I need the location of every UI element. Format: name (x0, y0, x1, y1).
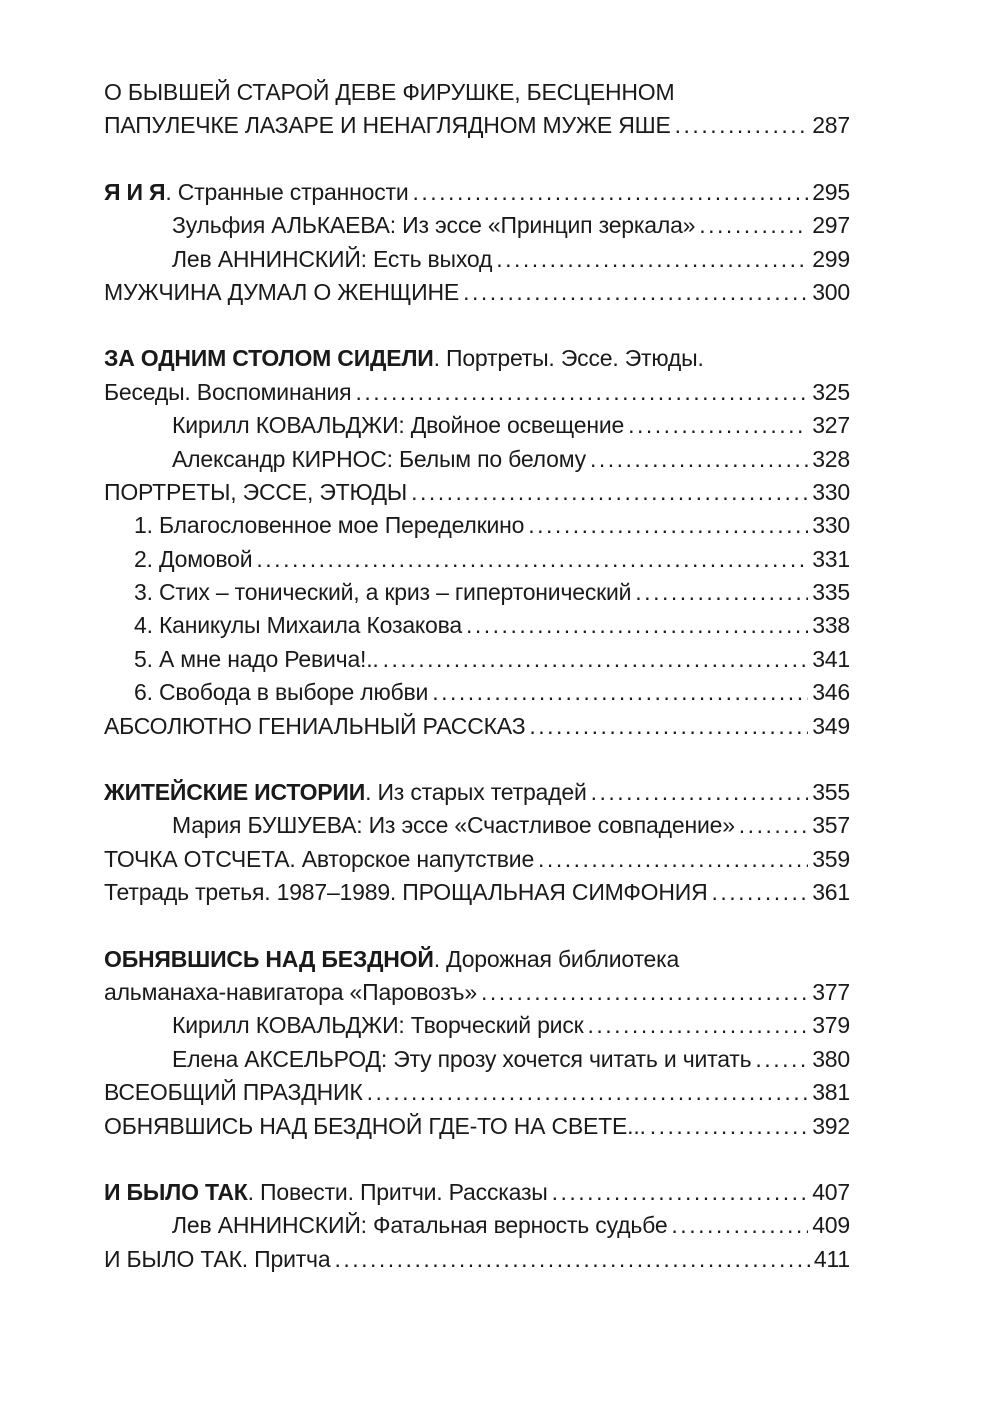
toc-entry (104, 609, 850, 642)
toc-section-heading (104, 176, 850, 209)
toc-entry (104, 1076, 850, 1109)
dot-leader (590, 443, 808, 476)
dot-leader (256, 543, 808, 576)
toc-entry (104, 76, 850, 109)
entry-title: О БЫВШЕЙ СТАРОЙ ДЕВЕ ФИРУШКЕ, БЕСЦЕННОМ (104, 79, 675, 105)
page-number: 325 (812, 378, 850, 405)
entry-title: ОБНЯВШИСЬ НАД БЕЗДНОЙ ГДЕ-ТО НА СВЕТЕ... (104, 1112, 646, 1139)
dot-leader (739, 809, 808, 842)
dot-leader (675, 109, 809, 142)
toc-entry (104, 643, 850, 676)
dot-leader (481, 976, 808, 1009)
toc-entry (104, 576, 850, 609)
entry-title: Лев АННИНСКИЙ: Фатальная верность судьбе (172, 1212, 668, 1239)
toc-entry (104, 1043, 850, 1076)
dot-leader (496, 243, 808, 276)
dot-leader (529, 710, 808, 743)
dot-leader (671, 1209, 808, 1242)
dot-leader (528, 509, 808, 542)
dot-leader (552, 1176, 809, 1209)
toc-entry (104, 843, 850, 876)
entry-title: ТОЧКА ОТСЧЕТА. Авторское напутствие (104, 845, 535, 872)
page-number: 377 (812, 978, 850, 1005)
toc-entry (104, 809, 850, 842)
entry-title: АБСОЛЮТНО ГЕНИАЛЬНЫЙ РАССКАЗ (104, 712, 526, 739)
dot-leader (755, 1043, 808, 1076)
page-number: 295 (812, 178, 850, 205)
dot-leader (635, 576, 808, 609)
section-title: ЖИТЕЙСКИЕ ИСТОРИИ (104, 779, 366, 806)
toc-section-heading (104, 776, 850, 809)
dot-leader (411, 476, 808, 509)
page-number: 355 (812, 779, 850, 806)
entry-title: Александр КИРНОС: Белым по белому (172, 445, 586, 472)
page-number: 297 (812, 212, 850, 239)
entry-title: Лев АННИНСКИЙ: Есть выход (172, 245, 493, 272)
toc-entry (104, 509, 850, 542)
toc-entry (104, 1110, 850, 1143)
entry-title: 6. Свобода в выборе любви (134, 679, 429, 706)
entry-title: И БЫЛО ТАК. Притча (104, 1245, 331, 1272)
table-of-contents (104, 76, 850, 1276)
page-number: 379 (812, 1012, 850, 1039)
toc-entry (104, 710, 850, 743)
entry-title: Елена АКСЕЛЬРОД: Эту прозу хочется читать и читать (172, 1045, 752, 1072)
toc-entry (104, 976, 850, 1009)
page-number: 380 (812, 1045, 850, 1072)
page-number: 359 (812, 845, 850, 872)
entry-title: Тетрадь третья. 1987–1989. ПРОЩАЛЬНАЯ СИМФОНИЯ (104, 879, 708, 906)
entry-title: 2. Домовой (134, 545, 253, 572)
toc-entry (104, 276, 850, 309)
dot-leader (538, 843, 808, 876)
toc-entry (104, 1243, 850, 1276)
toc-entry (104, 209, 850, 242)
entry-title: ПАПУЛЕЧКЕ ЛАЗАРЕ И НЕНАГЛЯДНОМ МУЖЕ ЯШЕ (104, 112, 671, 139)
page-number: 407 (812, 1178, 850, 1205)
entry-title: 1. Благословенное мое Переделкино (134, 512, 525, 539)
entry-title: МУЖЧИНА ДУМАЛ О ЖЕНЩИНЕ (104, 278, 460, 305)
section-title: ОБНЯВШИСЬ НАД БЕЗДНОЙ (104, 945, 434, 972)
section-subtitle: . Повести. Притчи. Рассказы (247, 1178, 548, 1205)
toc-entry (104, 1209, 850, 1242)
toc-section-heading (104, 342, 850, 375)
dot-leader (367, 1076, 809, 1109)
page-number: 392 (812, 1112, 850, 1139)
page-number: 335 (812, 579, 850, 606)
toc-entry (104, 376, 850, 409)
page-number: 299 (812, 245, 850, 272)
page-number: 330 (812, 512, 850, 539)
dot-leader (591, 776, 809, 809)
entry-title: Беседы. Воспоминания (104, 378, 352, 405)
dot-leader (334, 1243, 809, 1276)
toc-section-heading (104, 1176, 850, 1209)
page-number: 330 (812, 478, 850, 505)
toc-entry (104, 876, 850, 909)
entry-title: Зульфия АЛЬКАЕВА: Из эссе «Принцип зеркала» (172, 212, 696, 239)
toc-entry (104, 243, 850, 276)
toc-section-heading (104, 943, 850, 976)
dot-leader (699, 209, 808, 242)
section-title: Я И Я (104, 178, 166, 205)
page-number: 300 (812, 278, 850, 305)
page-number: 328 (812, 445, 850, 472)
dot-leader (355, 376, 808, 409)
section-subtitle: . Из старых тетрадей (365, 779, 587, 806)
section-title: ЗА ОДНИМ СТОЛОМ СИДЕЛИ (104, 345, 434, 372)
section-subtitle: . Дорожная библиотека (433, 945, 680, 972)
entry-title: ВСЕОБЩИЙ ПРАЗДНИК (104, 1079, 363, 1106)
toc-entry (104, 109, 850, 142)
page-number: 338 (812, 612, 850, 639)
toc-entry (104, 543, 850, 576)
toc-entry (104, 409, 850, 442)
page-number: 346 (812, 679, 850, 706)
section-subtitle: . Портреты. Эссе. Этюды. (433, 345, 704, 372)
page-number: 341 (812, 645, 850, 672)
dot-leader (463, 276, 808, 309)
toc-entry (104, 676, 850, 709)
section-title: И БЫЛО ТАК (104, 1178, 248, 1205)
dot-leader (650, 1110, 808, 1143)
toc-entry (104, 1009, 850, 1042)
entry-title: ПОРТРЕТЫ, ЭССЕ, ЭТЮДЫ (104, 478, 408, 505)
dot-leader (587, 1009, 808, 1042)
page-number: 357 (812, 812, 850, 839)
entry-title: 3. Стих – тонический, а криз – гипертонический (134, 579, 632, 606)
toc-entry (104, 476, 850, 509)
dot-leader (711, 876, 808, 909)
entry-title: альманаха-навигатора «Паровозъ» (104, 978, 477, 1005)
section-subtitle: . Странные странности (165, 178, 409, 205)
dot-leader (628, 409, 808, 442)
entry-title: 5. А мне надо Ревича!.. (134, 645, 379, 672)
dot-leader (413, 176, 809, 209)
page-number: 349 (812, 712, 850, 739)
page-number: 381 (812, 1079, 850, 1106)
page-number: 331 (812, 545, 850, 572)
entry-title: Кирилл КОВАЛЬДЖИ: Творческий риск (172, 1012, 584, 1039)
dot-leader (466, 609, 808, 642)
page-number: 361 (812, 879, 850, 906)
entry-title: Кирилл КОВАЛЬДЖИ: Двойное освещение (172, 412, 625, 439)
entry-title: Мария БУШУЕВА: Из эссе «Счастливое совпадение» (172, 812, 735, 839)
dot-leader (383, 643, 809, 676)
page-number: 409 (812, 1212, 850, 1239)
dot-leader (432, 676, 808, 709)
toc-entry (104, 443, 850, 476)
page-number: 411 (813, 1245, 850, 1272)
page-number: 327 (812, 412, 850, 439)
entry-title: 4. Каникулы Михаила Козакова (134, 612, 462, 639)
page-number: 287 (812, 112, 850, 139)
